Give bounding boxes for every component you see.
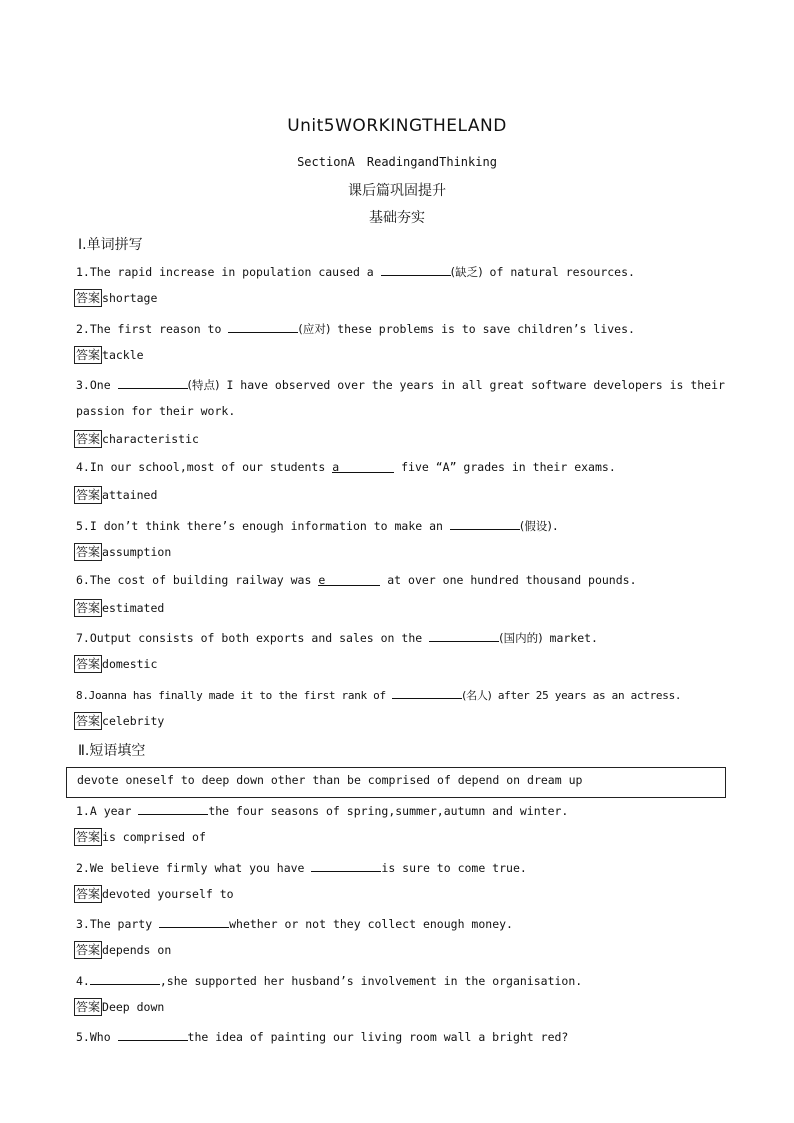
- answer-text: characteristic: [102, 432, 199, 446]
- answer-text: celebrity: [102, 714, 165, 728]
- answer-label: 答案: [76, 943, 101, 957]
- answer-label: 答案: [76, 545, 101, 559]
- heading-consolidation: 课后篇巩固提升: [348, 183, 446, 199]
- s2-question-3: [76, 915, 734, 931]
- s1-answer-2: [74, 346, 144, 364]
- answer-text: tackle: [102, 348, 144, 362]
- answer-text: shortage: [102, 291, 158, 305]
- answer-blank: [381, 263, 451, 276]
- s1-answer-6: [74, 599, 164, 617]
- answer-text: depends on: [102, 943, 172, 957]
- s1-answer-1: [74, 289, 157, 307]
- q-text: the idea of painting our living room wall a bright red?: [187, 1030, 569, 1044]
- answer-blank: [138, 802, 208, 815]
- s1-question-1: [76, 263, 734, 280]
- answer-text: attained: [102, 488, 158, 502]
- s2-question-2: [76, 859, 734, 875]
- answer-blank: [118, 1028, 188, 1041]
- s2-question-4: [76, 972, 734, 988]
- answer-label: 答案: [76, 601, 101, 615]
- s2-answer-3: [74, 941, 171, 959]
- q-text: of natural resources.: [482, 265, 635, 279]
- q-text: 3.One: [76, 378, 118, 392]
- section2-title: Ⅱ.短语填空: [78, 743, 146, 759]
- q-text: 7.Output consists of both exports and sales on the: [76, 631, 430, 645]
- s1-answer-8: [74, 712, 164, 730]
- s1-question-8: [76, 686, 734, 703]
- answer-text: is comprised of: [102, 830, 206, 844]
- page-title: Unit5WORKINGTHELAND: [287, 116, 507, 136]
- answer-label: 答案: [76, 887, 101, 901]
- q-text: these problems is to save children’s lives.: [330, 322, 635, 336]
- s2-answer-4: [74, 998, 164, 1016]
- q-hint: (假设): [519, 519, 552, 533]
- q-text: five “A” grades in their exams.: [394, 460, 616, 474]
- q-text: 4.: [76, 974, 90, 988]
- answer-blank: [429, 629, 499, 642]
- q-text: I have observed over the years in all great software developers is their: [219, 378, 725, 392]
- answer-label: 答案: [76, 714, 101, 728]
- answer-blank: [228, 320, 298, 333]
- q-text: 5.I don’t think there’s enough information to make an: [76, 519, 450, 533]
- q-text: 8.Joanna has finally made it to the first rank of: [76, 689, 393, 702]
- s1-question-3-cont: passion for their work.: [76, 404, 236, 418]
- s1-answer-5: [74, 543, 171, 561]
- answer-blank: [332, 460, 394, 473]
- q-text: 2.The first reason to: [76, 322, 229, 336]
- s1-question-4: [76, 460, 734, 474]
- answer-label: 答案: [76, 830, 101, 844]
- s2-question-1: [76, 802, 734, 818]
- answer-label: 答案: [76, 291, 101, 305]
- subtitle-part: ReadingandThinking: [366, 155, 497, 169]
- q-hint: (特点): [187, 378, 220, 392]
- s2-question-5: [76, 1028, 734, 1044]
- s2-answer-1: [74, 828, 206, 846]
- s1-question-2: [76, 320, 734, 337]
- s1-question-3: [76, 376, 734, 393]
- q-text: after 25 years as an actress.: [491, 689, 682, 702]
- answer-text: assumption: [102, 545, 172, 559]
- answer-text: estimated: [102, 601, 165, 615]
- answer-text: Deep down: [102, 1000, 165, 1014]
- q-hint: (缺乏): [450, 265, 483, 279]
- q-text: the four seasons of spring,summer,autumn and winter.: [208, 804, 569, 818]
- first-letter: e: [318, 573, 326, 587]
- answer-blank: [90, 972, 160, 985]
- s1-answer-4: [74, 486, 157, 504]
- section-subtitle: [0, 155, 794, 169]
- q-text: 2.We believe firmly what you have: [76, 861, 312, 875]
- answer-blank: [392, 686, 462, 699]
- phrase-word-box: devote oneself to deep down other than be comprised of depend on dream up: [66, 767, 726, 798]
- q-text: is sure to come true.: [381, 861, 527, 875]
- q-text: market.: [542, 631, 598, 645]
- answer-blank: [311, 859, 381, 872]
- s1-question-7: [76, 629, 734, 646]
- q-text: 5.Who: [76, 1030, 118, 1044]
- q-text: 6.The cost of building railway was: [76, 573, 319, 587]
- s2-answer-2: [74, 885, 234, 903]
- s1-answer-3: [74, 430, 199, 448]
- answer-label: 答案: [76, 488, 101, 502]
- q-text: .: [551, 519, 559, 533]
- q-hint: (应对): [298, 322, 331, 336]
- s1-question-6: [76, 573, 734, 587]
- subtitle-section: SectionA: [297, 155, 355, 169]
- s1-answer-7: [74, 655, 157, 673]
- answer-label: 答案: [76, 657, 101, 671]
- answer-label: 答案: [76, 1000, 101, 1014]
- answer-blank: [118, 376, 188, 389]
- q-text: at over one hundred thousand pounds.: [380, 573, 637, 587]
- answer-blank: [450, 517, 520, 530]
- q-text: ,she supported her husband’s involvement in the organisation.: [159, 974, 583, 988]
- q-text: 3.The party: [76, 917, 160, 931]
- q-hint: (国内的): [499, 631, 543, 645]
- q-text: 1.A year: [76, 804, 139, 818]
- heading-basics: 基础夯实: [369, 210, 425, 226]
- answer-text: devoted yourself to: [102, 887, 234, 901]
- answer-blank: [159, 915, 229, 928]
- answer-label: 答案: [76, 348, 101, 362]
- s1-question-5: [76, 517, 734, 534]
- answer-label: 答案: [76, 432, 101, 446]
- q-text: 4.In our school,most of our students: [76, 460, 333, 474]
- q-text: 1.The rapid increase in population caused a: [76, 265, 381, 279]
- answer-text: domestic: [102, 657, 158, 671]
- q-hint: (名人): [462, 689, 492, 702]
- section1-title: Ⅰ.单词拼写: [78, 237, 143, 253]
- q-text: whether or not they collect enough money.: [229, 917, 513, 931]
- first-letter: a: [332, 460, 340, 474]
- answer-blank: [318, 573, 380, 586]
